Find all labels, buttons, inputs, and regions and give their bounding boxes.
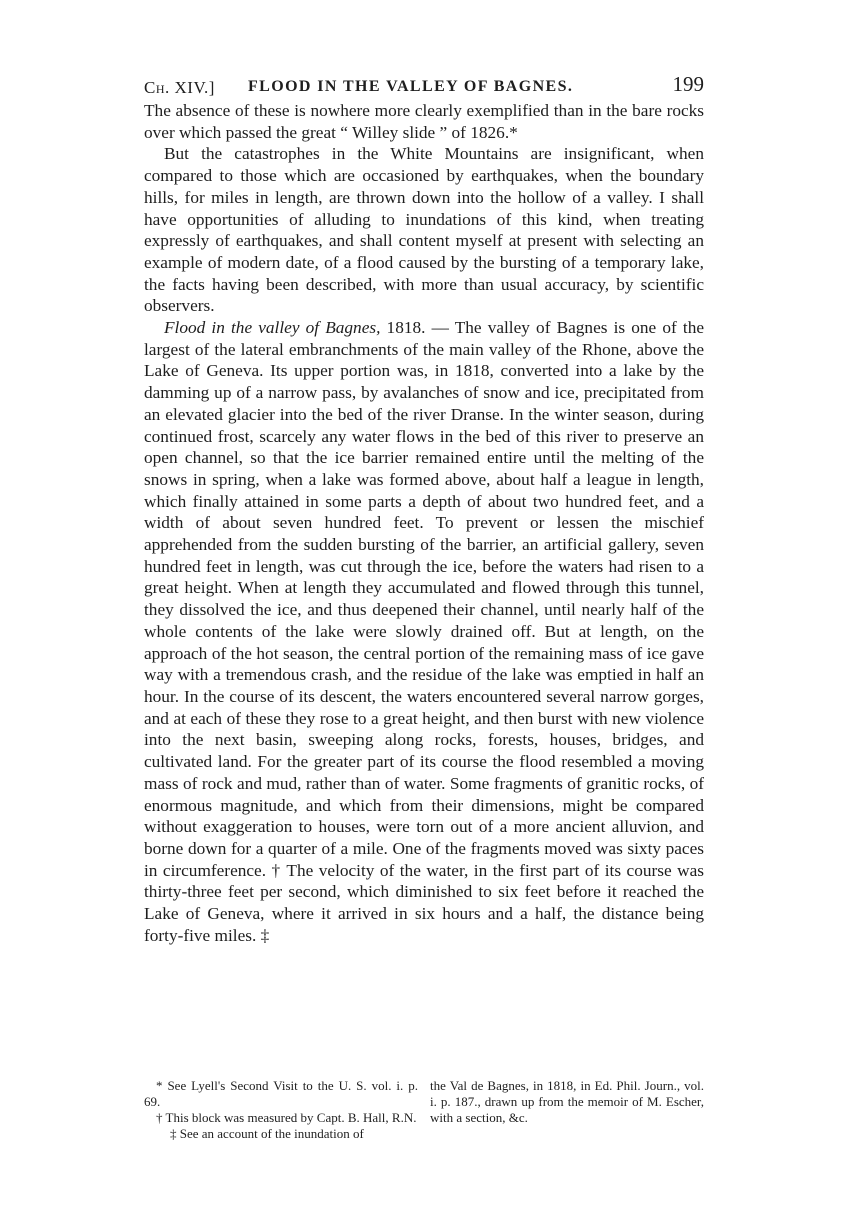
running-header (144, 68, 704, 98)
footnotes-right-column (430, 1078, 704, 1142)
paragraph-catastrophes: But the catastrophes in the White Mountains are insignificant, when compared to those which are occasioned by earthquakes, when the boundary hills, for miles in length, are thrown down into the hollow of a valley. I shall have opportunities of alluding to inundations of this kind, when treating expressly of earthquakes, and shall content myself at present with selecting an example of modern date, of a flood caused by the bursting of a temporary lake, the facts having been described, with more than usual accuracy, by scientific observers. (144, 144, 704, 316)
footnotes-left-column (144, 1078, 418, 1142)
footnotes (144, 1078, 704, 1142)
footnote-double-dagger-continued: the Val de Bagnes, in 1818, in Ed. Phil. Journ., vol. i. p. 187., drawn up from the memoir of M. Escher, with a section, &c. (430, 1078, 704, 1125)
page-number: 199 (672, 72, 704, 96)
footnote-double-dagger: ‡ See an account of the inundation of (170, 1126, 364, 1141)
flood-text: 1818. — The valley of Bagnes is one of the largest of the lateral embranchments of the main valley of the Rhone, above the Lake of Geneva. Its upper portion was, in 1818, converted into a lake by the damming up of a narrow pass, by avalanches of snow and ice, precipitated from an elevated glacier into the bed of the river Dranse. In the winter season, during continued frost, scarcely any water flows in the bed of this river to preserve an open channel, so that the ice barrier remained entire until the melting of the snows in spring, when a lake was formed above, about half a league in length, which finally attained in some parts a depth of about two hundred feet, and a width of about seven hundred feet. To prevent or lessen the mischief apprehended from the sudden bursting of the barrier, an artificial gallery, seven hundred feet in length, was cut through the ice, before the waters had risen to a great height. When at length they accumulated and flowed through this tunnel, they dissolved the ice, and thus deepened their channel, until nearly half of the whole contents of the lake were slowly drained off. But at length, on the approach of the hot season, the central portion of the remaining mass of ice gave way with a tremendous crash, and the residue of the lake was emptied in half an hour. In the course of its descent, the waters encountered several narrow gorges, and at each of these they rose to a great height, and then burst with new violence into the next basin, sweeping along rocks, forests, houses, bridges, and cultivated land. For the greater part of its course the flood resembled a moving mass of rock and mud, rather than of water. Some fragments of granitic rocks, of enormous magnitude, and which from their dimensions, might be compared without exaggeration to houses, were torn out of a more ancient alluvion, and borne down for a quarter of a mile. One of the fragments moved was sixty paces in circumference. † The velocity of the water, in the first part of its course was thirty-three feet per second, which diminished to six feet before it reached the Lake of Geneva, where it arrived in six hours and a half, the distance being forty-five miles. ‡ (144, 318, 704, 945)
section-heading-flood: Flood in the valley of Bagnes, (164, 318, 381, 338)
running-title: FLOOD IN THE VALLEY OF BAGNES. (248, 78, 574, 95)
paragraph-flood-bagnes (144, 317, 704, 946)
main-text (144, 100, 704, 946)
footnote-dagger: † This block was measured by Capt. B. Hall, R.N. (156, 1110, 417, 1125)
chapter-label: Ch. XIV.] (144, 78, 215, 97)
paragraph-willey-slide: The absence of these is nowhere more clearly exemplified than in the bare rocks over which passed the great “ Willey slide ” of 1826.* (144, 101, 704, 142)
footnote-asterisk: * See Lyell's Second Visit to the U. S. vol. i. p. 69. (144, 1078, 418, 1109)
